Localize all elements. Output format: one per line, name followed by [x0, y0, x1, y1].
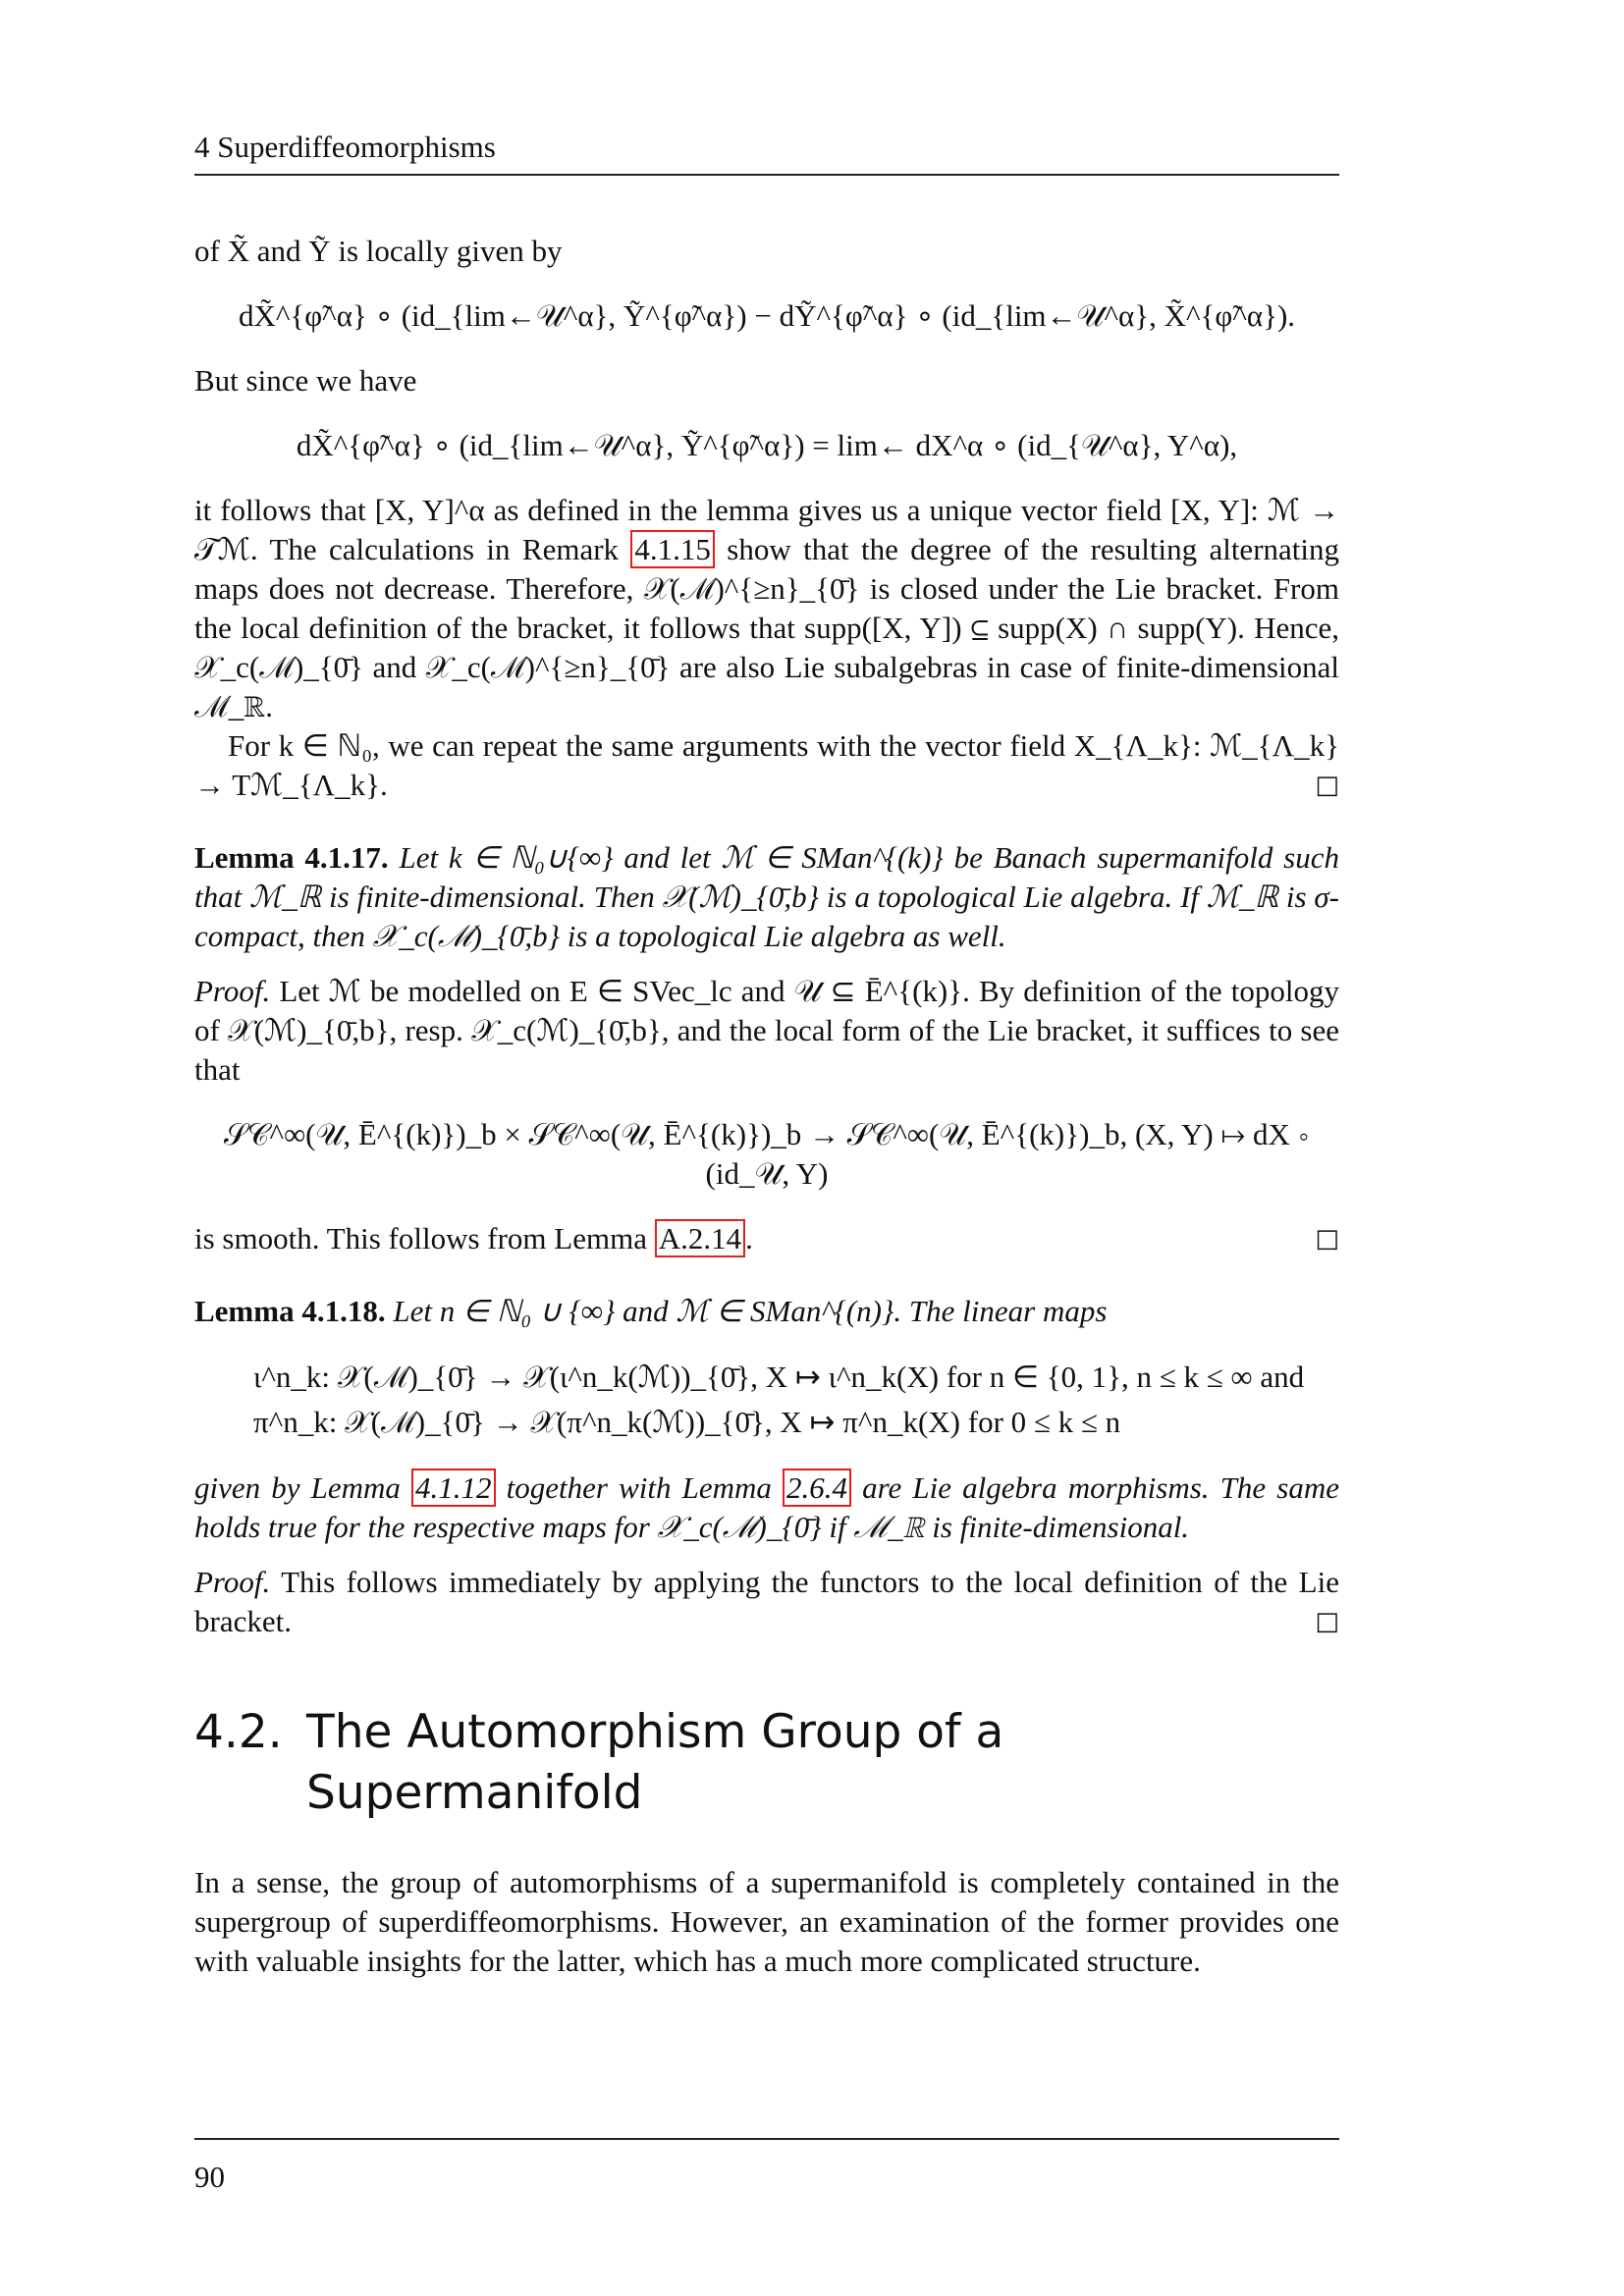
proof-text: Let ℳ be modelled on E ∈ SVec_lc and 𝒰 ⊆ Ē^{(k)}. By definition of the topology of 𝒳(ℳ)_{0̄,b}, resp. 𝒳_c(ℳ)_{0̄,b}, and the local form of the Lie bracket, it suffices to see that: [194, 974, 1340, 1087]
is-smooth-text: is smooth. This follows from Lemma: [194, 1221, 655, 1255]
section-title-line-1: The Automorphism Group of a: [306, 1705, 1004, 1759]
section-intro-paragraph: In a sense, the group of automorphisms of a supermanifold is completely contained in the supergroup of superdiffeomorphisms. However, an examination of the former provides one with valuable insights for the latter, which has a much more complicated structure.: [194, 1865, 1339, 1978]
qed-symbol: □: [1315, 771, 1339, 800]
paragraph-intro: of X̃ and Ỹ is locally given by: [194, 234, 563, 268]
section-number: 4.2.: [194, 1705, 283, 1759]
paragraph-follows: [194, 491, 1339, 726]
ref-lemma-2-6-4[interactable]: 2.6.4: [783, 1468, 851, 1507]
qed-symbol: □: [1315, 1607, 1339, 1636]
equation-1: dX̃^{φ̃^α} ∘ (id_{lim←𝒰^α}, Ỹ^{φ̃^α}) − dỸ^{φ̃^α} ∘ (id_{lim←𝒰^α}, X̃^{φ̃^α}).: [238, 298, 1296, 333]
paragraph-follows-part-a: it follows that [X, Y]^α as defined in the lemma gives us a unique vector field [X, Y]: ℳ → 𝒯ℳ. The calculations in Remark: [194, 493, 1339, 566]
proof-label: Proof.: [194, 974, 271, 1008]
page-body: [194, 232, 1339, 1981]
lemma-4-1-17-head: Lemma 4.1.17.: [194, 840, 389, 875]
lemma-4-1-18-head: Lemma 4.1.18.: [194, 1294, 386, 1328]
continuation-part-b: together with Lemma: [495, 1470, 783, 1505]
lemma-4-1-18: [194, 1292, 1339, 1331]
qed-symbol: □: [1315, 1224, 1339, 1254]
map-iota: ι^n_k: 𝒳(ℳ)_{0̄} → 𝒳(ι^n_k(ℳ))_{0̄}, X ↦ ι^n_k(X) for n ∈ {0, 1}, n ≤ k ≤ ∞ and: [253, 1360, 1305, 1394]
proof-text: This follows immediately by applying the functors to the local definition of the Lie bracket.: [194, 1565, 1339, 1638]
proof-label: Proof.: [194, 1565, 271, 1599]
proof-lemma-4-1-18: [194, 1563, 1339, 1641]
paragraph-is-smooth: [194, 1219, 1339, 1258]
lemma-4-1-17: [194, 838, 1339, 956]
lemma-4-1-18-body: Let n ∈ ℕ₀ ∪ {∞} and ℳ ∈ SMan^{(n)}. The linear maps: [393, 1294, 1108, 1328]
map-pi: π^n_k: 𝒳(ℳ)_{0̄} → 𝒳(π^n_k(ℳ))_{0̄}, X ↦ π^n_k(X) for 0 ≤ k ≤ n: [253, 1405, 1121, 1439]
lemma-4-1-17-body: Let k ∈ ℕ₀∪{∞} and let ℳ ∈ SMan^{(k)} be Banach supermanifold such that ℳ_ℝ is finite-dimensional. Then 𝒳(ℳ)_{0̄,b} is a topological Lie algebra. If ℳ_ℝ is σ-compact, then 𝒳_c(ℳ)_{0̄,b} is a topological Lie algebra as well.: [194, 840, 1339, 953]
header-rule: [194, 174, 1339, 176]
continuation-part-a: given by Lemma: [194, 1470, 412, 1505]
ref-remark-4-1-15[interactable]: 4.1.15: [630, 530, 715, 568]
paragraph-but-since: But since we have: [194, 363, 417, 398]
continuation-part-c: are Lie algebra morphisms. The same holds true for the respective maps for 𝒳_c(ℳ)_{0̄} if ℳ_ℝ is finite-dimensional.: [194, 1470, 1339, 1544]
equation-2: dX̃^{φ̃^α} ∘ (id_{lim←𝒰^α}, Ỹ^{φ̃^α}) = lim← dX^α ∘ (id_{𝒰^α}, Y^α),: [296, 428, 1238, 462]
section-heading: [194, 1702, 1339, 1824]
paragraph-for-k: [194, 726, 1339, 805]
page-number: 90: [194, 2160, 225, 2194]
linear-maps-block: [253, 1355, 1339, 1445]
proof-lemma-4-1-17: [194, 972, 1339, 1090]
is-smooth-period: .: [745, 1221, 753, 1255]
lemma-4-1-18-continuation: [194, 1468, 1339, 1547]
paragraph-for-k-text: For k ∈ ℕ₀, we can repeat the same arguments with the vector field X_{Λ_k}: ℳ_{Λ_k} → Tℳ_{Λ_k}.: [194, 728, 1339, 802]
ref-lemma-4-1-12[interactable]: 4.1.12: [411, 1468, 496, 1507]
ref-lemma-a-2-14[interactable]: A.2.14: [655, 1219, 745, 1257]
running-header: 4 Superdiffeomorphisms: [194, 130, 496, 164]
section-title-line-2: Supermanifold: [306, 1766, 643, 1820]
paragraph-follows-part-b: show that the degree of the resulting alternating maps does not decrease. Therefore, 𝒳(ℳ)^{≥n}_{0̄} is closed under the Lie bracket. From the local definition of the bracket, it follows that supp([X, Y]) ⊆ supp(X) ∩ supp(Y). Hence, 𝒳_c(ℳ)_{0̄} and 𝒳_c(ℳ)^{≥n}_{0̄} are also Lie subalgebras in case of finite-dimensional ℳ_ℝ.: [194, 532, 1339, 723]
equation-smooth-map: 𝒮𝒞^∞(𝒰, Ē^{(k)})_b × 𝒮𝒞^∞(𝒰, Ē^{(k)})_b → 𝒮𝒞^∞(𝒰, Ē^{(k)})_b, (X, Y) ↦ dX ∘ (id_𝒰, Y): [223, 1117, 1311, 1191]
footer-rule: [194, 2138, 1339, 2140]
